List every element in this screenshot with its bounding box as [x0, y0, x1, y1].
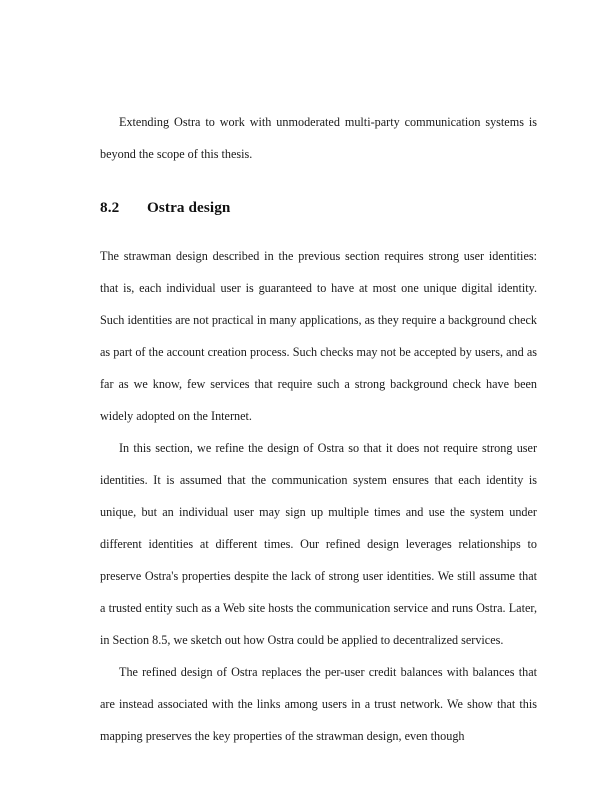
- section-heading-number: 8.2: [100, 199, 120, 216]
- paragraph-refined-design-balances: The refined design of Ostra replaces the per-user credit balances with balances that are instead associated with the links among users in a trust network. We show that this mapping preserves the key properties of the strawman design, even though: [100, 665, 537, 744]
- section-heading-block: [100, 170, 537, 240]
- paragraph-refine-design: In this section, we refine the design of Ostra so that it does not require strong user identities. It is assumed that the communication system ensures that each identity is unique, but an individual user may sign up multiple times and use the system under different identities at different times. Our refined design leverages relationships to preserve Ostra's properties despite the lack of strong user identities. We still assume that a trusted entity such as a Web site hosts the communication service and runs Ostra. Later, in Section 8.5, we sketch out how Ostra could be applied to decentralized services.: [100, 441, 537, 648]
- page-content: [100, 106, 537, 752]
- section-heading: [100, 200, 537, 215]
- paragraph-strawman-design: The strawman design described in the previous section requires strong user identities: that is, each individual user is guaranteed to have at most one unique digital identity. Such identities are not practical in many applications, as they require a background check as part of the account creation process. Such checks may not be accepted by users, and as far as we know, few services that require such a strong background check have been widely adopted on the Internet.: [100, 249, 537, 424]
- paragraph-extending-ostra: Extending Ostra to work with unmoderated multi-party communication systems is beyond the scope of this thesis.: [100, 115, 537, 161]
- section-heading-title: Ostra design: [147, 199, 231, 216]
